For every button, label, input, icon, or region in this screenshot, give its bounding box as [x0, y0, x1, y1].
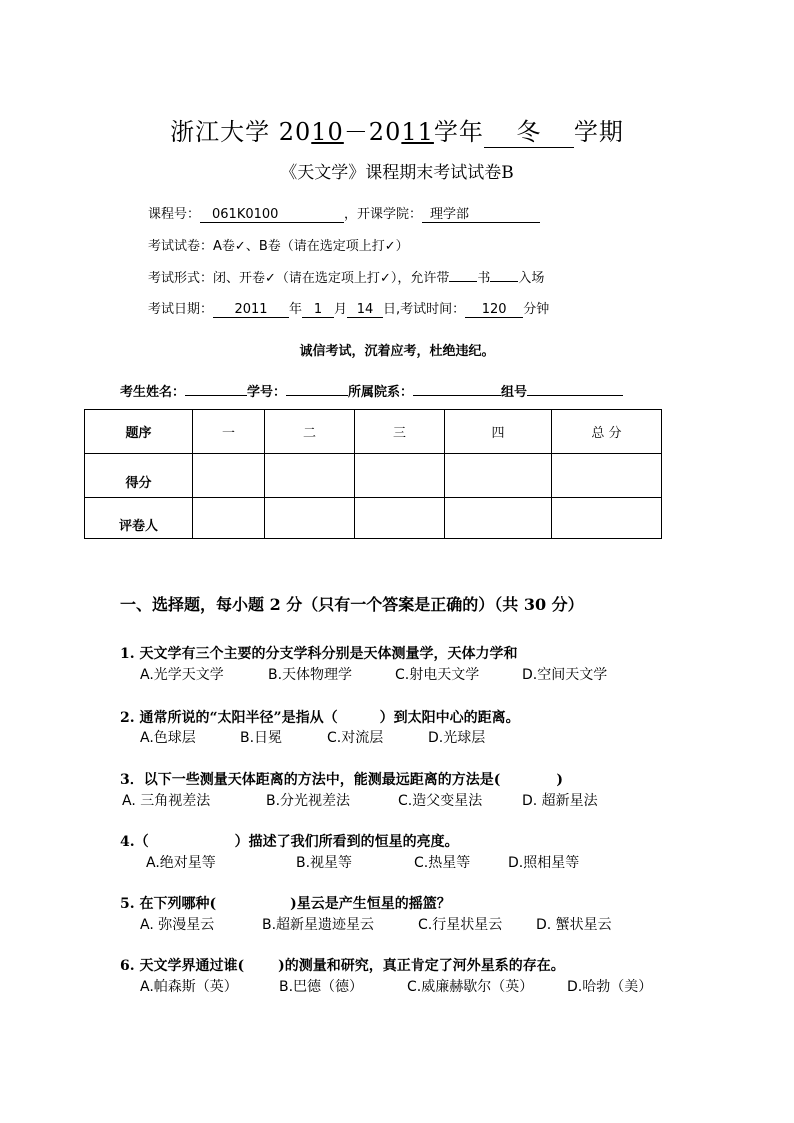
score-cell[interactable]: [193, 454, 265, 498]
check-mark-icon: ✓: [379, 271, 391, 286]
college-name: 理学部: [422, 203, 540, 223]
row-label: 题序: [85, 410, 193, 454]
option-c[interactable]: C.射电天文学: [395, 667, 480, 683]
option-b[interactable]: B.分光视差法: [266, 793, 351, 809]
option-b[interactable]: B.超新星遗迹星云: [262, 917, 375, 933]
question-stem: 6. 天文学界通过谁( )的测量和研究，真正肯定了河外星系的存在。: [120, 958, 565, 974]
table-row: [85, 498, 662, 539]
grader-cell[interactable]: [193, 498, 265, 539]
score-table: [84, 409, 662, 539]
score-cell[interactable]: [445, 454, 552, 498]
option-d[interactable]: D.哈勃（美）: [567, 979, 653, 995]
option-a[interactable]: A.帕森斯（英）: [140, 979, 238, 995]
option-c[interactable]: C.威廉赫歇尔（英）: [407, 979, 534, 995]
exam-day: 14: [347, 302, 383, 318]
column-header: 四: [445, 410, 552, 454]
question-stem: 4.（ ）描述了我们所看到的恒星的亮度。: [120, 834, 459, 850]
option-a[interactable]: A. 三角视差法: [122, 793, 211, 809]
question-stem: 5. 在下列哪种( )星云是产生恒星的摇篮？: [120, 896, 451, 912]
option-a[interactable]: A. 弥漫星云: [140, 917, 215, 933]
exam-year: 2011: [213, 302, 289, 318]
section-heading: 一、选择题，每小题 2 分（只有一个答案是正确的）（共 30 分）: [120, 595, 584, 614]
row-label: 评卷人: [85, 498, 193, 539]
student-info-line: 考生姓名： 学号： 所属院系： 组号: [120, 381, 623, 400]
score-cell[interactable]: [265, 454, 355, 498]
column-header: 一: [193, 410, 265, 454]
option-d[interactable]: D.光球层: [428, 730, 486, 746]
course-info-line: 课程号： 061K0100 ，开课学院： 理学部: [148, 203, 540, 223]
honesty-statement: 诚信考试，沉着应考，杜绝违纪。: [299, 344, 495, 359]
exam-title: 浙江大学 2010－2011学年 冬 学期: [0, 112, 794, 148]
column-header: 三: [355, 410, 445, 454]
option-d[interactable]: D.照相星等: [508, 855, 580, 871]
exam-subtitle: 《天文学》课程期末考试试卷B: [280, 163, 514, 183]
option-d[interactable]: D. 超新星法: [522, 793, 598, 809]
score-cell[interactable]: [552, 454, 662, 498]
term-blank: 冬: [484, 112, 574, 148]
table-row: [85, 410, 662, 454]
student-group-field[interactable]: [527, 395, 623, 396]
option-b[interactable]: B.日冕: [240, 730, 283, 746]
check-mark-icon: ✓: [265, 271, 276, 286]
column-header: 二: [265, 410, 355, 454]
grader-cell[interactable]: [552, 498, 662, 539]
option-d[interactable]: D.空间天文学: [522, 667, 608, 683]
student-name-field[interactable]: [185, 395, 247, 396]
exam-form-line: 考试形式：闭、开卷✓（请在选定项上打✓），允许带 书 入场: [148, 271, 545, 286]
option-c[interactable]: C.造父变星法: [398, 793, 483, 809]
check-mark-icon: ✓: [234, 239, 246, 254]
option-b[interactable]: B.天体物理学: [268, 667, 353, 683]
student-dept-field[interactable]: [413, 395, 501, 396]
grader-cell[interactable]: [265, 498, 355, 539]
option-c[interactable]: C.行星状星云: [418, 917, 503, 933]
exam-month: 1: [302, 302, 334, 318]
question-stem: 1. 天文学有三个主要的分支学科分别是天体测量学，天体力学和: [120, 646, 518, 662]
option-a[interactable]: A.色球层: [140, 730, 196, 746]
paper-type-line: 考试试卷：A卷✓、B卷（请在选定项上打✓）: [148, 239, 409, 254]
score-cell[interactable]: [355, 454, 445, 498]
option-c[interactable]: C.对流层: [327, 730, 384, 746]
question-stem: 2. 通常所说的“太阳半径”是指从（ ）到太阳中心的距离。: [120, 710, 520, 726]
option-b[interactable]: B.巴德（德）: [279, 979, 364, 995]
exam-duration: 120: [465, 302, 523, 318]
option-a[interactable]: A.绝对星等: [146, 855, 216, 871]
row-label: 得分: [85, 454, 193, 498]
student-id-field[interactable]: [286, 395, 348, 396]
table-row: [85, 454, 662, 498]
course-number: 061K0100: [200, 207, 344, 223]
check-mark-icon: ✓: [384, 239, 396, 254]
grader-cell[interactable]: [445, 498, 552, 539]
option-d[interactable]: D. 蟹状星云: [536, 917, 612, 933]
column-header: 总 分: [552, 410, 662, 454]
option-b[interactable]: B.视星等: [296, 855, 353, 871]
exam-date-line: 考试日期： 2011 年 1 月 14 日,考试时间： 120 分钟: [148, 302, 550, 317]
option-c[interactable]: C.热星等: [414, 855, 471, 871]
option-a[interactable]: A.光学天文学: [140, 667, 224, 683]
grader-cell[interactable]: [355, 498, 445, 539]
question-stem: 3．以下一些测量天体距离的方法中，能测最远距离的方法是( ): [120, 772, 563, 788]
